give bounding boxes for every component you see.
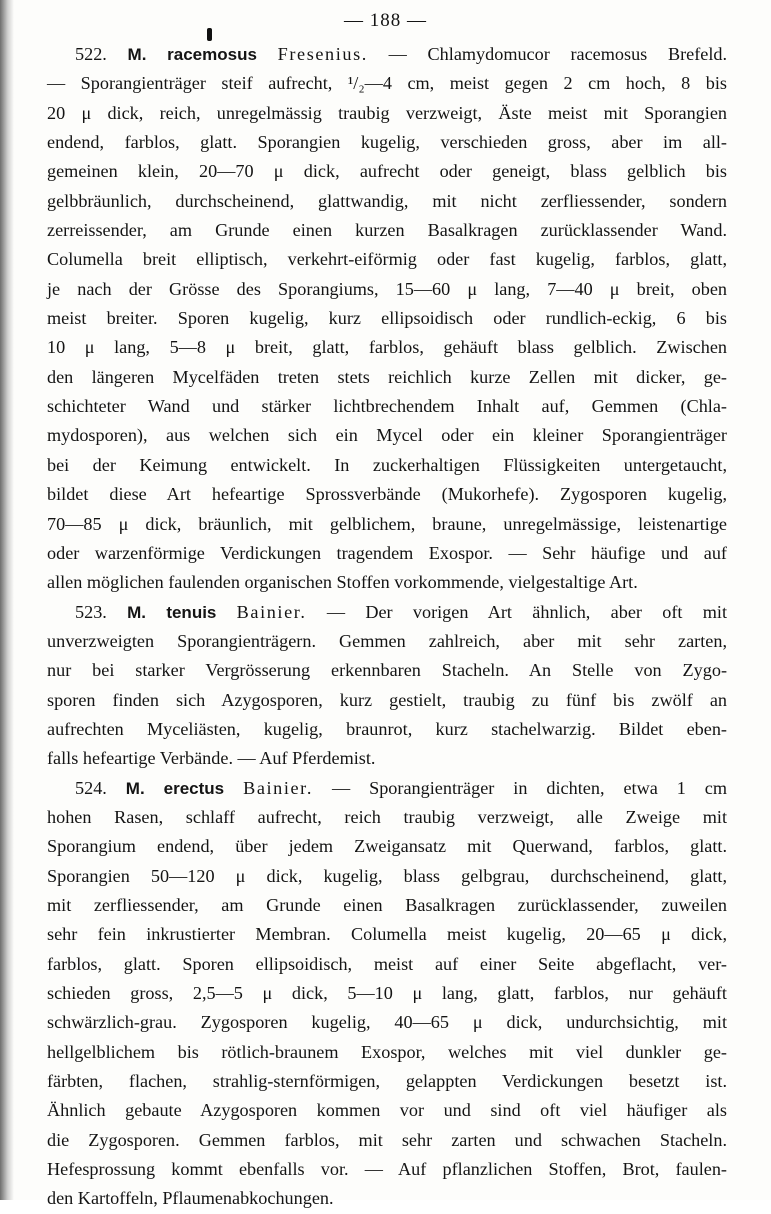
text-line: aufrechten Myceliästen, kugelig, braunrot, kurz stachelwarzig. Bildet eben-	[47, 718, 727, 739]
entry-number: 524.	[75, 777, 107, 798]
genus-abbrev: M.	[127, 602, 147, 622]
authority: Bainier.	[243, 777, 313, 798]
text-line: je nach der Grösse des Sporangiums, 15—60 μ lang, 7—40 μ breit, oben	[47, 278, 727, 299]
authority: Fresenius.	[277, 44, 368, 64]
text-line: gemeinen klein, 20—70 μ dick, aufrecht oder geneigt, blass gelblich bis	[47, 161, 727, 182]
entry-heading-line	[47, 598, 727, 627]
entry-number: 522.	[75, 44, 107, 64]
text-line: unverzweigten Sporangienträgern. Gemmen zahlreich, aber mit sehr zarten,	[47, 630, 727, 651]
text-line: schwärzlich-grau. Zygosporen kugelig, 40—65 μ dick, undurchsichtig, mit	[47, 1012, 727, 1033]
text-line: — Sporangienträger steif aufrecht, ¹/₂—4 cm, meist gegen 2 cm hoch, 8 bis	[47, 73, 727, 94]
text-line: hellgelblichem bis rötlich-braunem Exospor, welches mit viel dunkler ge-	[47, 1041, 727, 1062]
heading-text: — Der vorigen Art ähnlich, aber oft mit	[326, 601, 727, 622]
text-line: zerreissender, am Grunde einen kurzen Basalkragen zurücklassender Wand.	[47, 220, 727, 241]
text-line: färbten, flachen, strahlig-sternförmigen, gelappten Verdickungen besetzt ist.	[47, 1071, 727, 1092]
text-line: bei der Keimung entwickelt. In zuckerhaltigen Flüssigkeiten untergetaucht,	[47, 454, 727, 475]
text-line: mydosporen), aus welchen sich ein Mycel oder ein kleiner Sporangienträger	[47, 425, 727, 446]
entry-523	[47, 598, 727, 774]
text-line: Sporangium endend, über jedem Zweigansatz mit Querwand, farblos, glatt.	[47, 836, 727, 857]
species-name: racemosus	[167, 45, 257, 64]
text-line: gelbbräunlich, durchscheinend, glattwandig, mit nicht zerfliessender, sondern	[47, 190, 727, 211]
text-line: mit zerfliessender, am Grunde einen Basalkragen zurücklassender, zuweilen	[47, 894, 727, 915]
text-line: die Zygosporen. Gemmen farblos, mit sehr zarten und schwachen Stacheln.	[47, 1129, 727, 1150]
text-line: meist breiter. Sporen kugelig, kurz ellipsoidisch oder rundlich-eckig, 6 bis	[47, 308, 727, 329]
text-line: sehr fein inkrustierter Membran. Columella meist kugelig, 20—65 μ dick,	[47, 924, 727, 945]
text-line: Columella breit elliptisch, verkehrt-eiförmig oder fast kugelig, farblos, glatt,	[47, 249, 727, 270]
text-line: schieden gross, 2,5—5 μ dick, 5—10 μ lang, glatt, farblos, nur gehäuft	[47, 983, 727, 1003]
page-number: — 188 —	[344, 10, 427, 31]
species-name: erectus	[163, 778, 225, 798]
text-line: nur bei starker Vergrösserung erkennbaren Stacheln. An Stelle von Zygo-	[47, 660, 727, 681]
text-line: 70—85 μ dick, bräunlich, mit gelblichem, braune, unregelmässige, leistenartige	[47, 513, 727, 534]
text-line: 10 μ lang, 5—8 μ breit, glatt, farblos, gehäuft blass gelblich. Zwischen	[47, 337, 727, 358]
heading-text: — Chlamydomucor racemosus Brefeld.	[388, 44, 728, 64]
text-line: Ähnlich gebaute Azygosporen kommen vor und sind oft viel häufiger als	[47, 1100, 727, 1121]
text-line: bildet diese Art hefeartige Sprossverbände (Mukorhefe). Zygosporen kugelig,	[47, 484, 727, 505]
text-line: Sporangien 50—120 μ dick, kugelig, blass gelbgrau, durchscheinend, glatt,	[47, 865, 727, 886]
text-line: den längeren Mycelfäden treten stets reichlich kurze Zellen mit dicker, ge-	[47, 366, 727, 387]
text-line: farblos, glatt. Sporen ellipsoidisch, meist auf einer Seite abgeflacht, ver-	[47, 953, 727, 974]
species-name: tenuis	[166, 602, 217, 622]
authority: Bainier.	[236, 601, 307, 622]
entry-number: 523.	[75, 601, 107, 622]
text-line: hohen Rasen, schlaff aufrecht, reich traubig verzweigt, alle Zweige mit	[47, 806, 727, 827]
text-line: falls hefeartige Verbände. — Auf Pferdemist.	[47, 748, 376, 769]
entry-heading-line	[47, 40, 727, 69]
entry-524	[47, 774, 727, 1214]
text-line: schichteter Wand und stärker lichtbrechendem Inhalt auf, Gemmen (Chla-	[47, 396, 727, 417]
text-line: sporen finden sich Azygosporen, kurz gestielt, traubig zu fünf bis zwölf an	[47, 689, 727, 710]
heading-text: — Sporangienträger in dichten, etwa 1 cm	[331, 777, 728, 798]
text-block	[47, 40, 727, 1214]
text-line: 20 μ dick, reich, unregelmässig traubig verzweigt, Äste meist mit Sporangien	[47, 102, 727, 123]
entry-heading-line	[47, 774, 727, 803]
genus-abbrev: M.	[125, 778, 145, 798]
entry-522	[47, 40, 727, 598]
text-line: endend, farblos, glatt. Sporangien kugelig, verschieden gross, aber im all-	[47, 132, 727, 153]
genus-abbrev: M.	[127, 45, 147, 64]
text-line: allen möglichen faulenden organischen Stoffen vorkommende, vielgestaltige Art.	[47, 572, 638, 593]
text-line: Hefesprossung kommt ebenfalls vor. — Auf pflanzlichen Stoffen, Brot, faulen-	[47, 1159, 727, 1180]
page-edge-shadow	[0, 0, 14, 1200]
text-line: oder warzenförmige Verdickungen tragendem Exospor. — Sehr häufige und auf	[47, 542, 727, 563]
text-line: den Kartoffeln, Pflaumenabkochungen.	[47, 1188, 334, 1209]
